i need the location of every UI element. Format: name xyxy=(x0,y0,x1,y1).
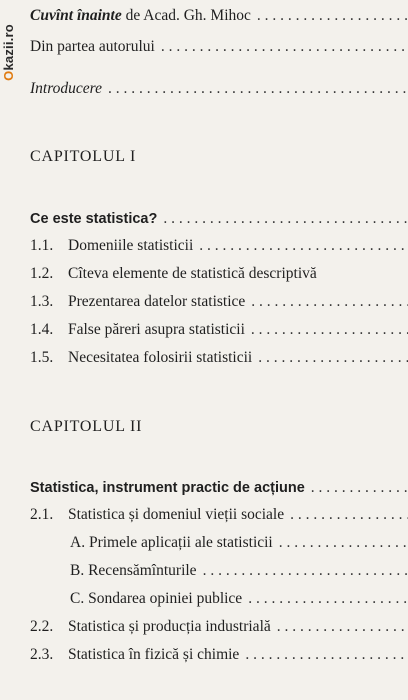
section-number: 2.1. xyxy=(30,506,54,523)
subsection-title: Sondarea opiniei publice xyxy=(88,590,243,607)
subsection-title: Primele aplicații ale statisticii xyxy=(88,534,273,551)
dot-leader xyxy=(161,37,408,57)
chapter-heading-2: CAPITOLUL II xyxy=(30,418,143,435)
toc-entry-2-1-b[interactable] xyxy=(70,561,408,581)
dot-leader xyxy=(279,533,408,553)
toc-entry-label-italic: Cuvînt înainte xyxy=(30,7,122,24)
dot-leader xyxy=(108,79,408,99)
toc-entry-label: Statistica, instrument practic de acțiune xyxy=(30,480,305,496)
dot-leader xyxy=(163,209,408,229)
dot-leader xyxy=(258,348,408,368)
toc-entry-1-5[interactable] xyxy=(30,348,408,368)
section-number: 1.2. xyxy=(30,265,54,282)
section-number: 1.4. xyxy=(30,321,54,338)
dot-leader xyxy=(290,505,408,525)
toc-entry-label: Din partea autorului xyxy=(30,38,155,55)
section-number: 1.5. xyxy=(30,349,54,366)
toc-entry-1-1[interactable] xyxy=(30,236,408,256)
dot-leader xyxy=(248,589,408,609)
dot-leader xyxy=(277,617,408,637)
section-title: Prezentarea datelor statistice xyxy=(68,293,246,310)
toc-entry-foreword[interactable] xyxy=(30,6,408,26)
subsection-title: Recensămînturile xyxy=(88,562,197,579)
toc-entry-1-4[interactable] xyxy=(30,320,408,340)
section-number: 2.2. xyxy=(30,618,54,635)
section-number: 1.1. xyxy=(30,237,54,254)
dot-leader xyxy=(203,561,408,581)
toc-entry-2-1-c[interactable] xyxy=(70,589,408,609)
section-title: Statistica și domeniul vieții sociale xyxy=(68,506,285,523)
chapter-heading-1: CAPITOLUL I xyxy=(30,148,137,165)
toc-entry-2-1-a[interactable] xyxy=(70,533,408,553)
section-title: Cîteva elemente de statistică descriptivă xyxy=(68,265,317,282)
toc-entry-label: Introducere xyxy=(30,80,103,97)
section-title: Statistica în fizică și chimie xyxy=(68,646,240,663)
toc-entry-label: de Acad. Gh. Mihoc xyxy=(121,7,251,24)
subsection-letter: C. xyxy=(70,590,85,607)
dot-leader xyxy=(257,6,408,26)
toc-entry-introduction[interactable] xyxy=(30,79,408,99)
toc-entry-1-3[interactable] xyxy=(30,292,408,312)
section-number: 1.3. xyxy=(30,293,54,310)
toc-entry-chapter1-title[interactable] xyxy=(30,209,408,229)
subsection-letter: A. xyxy=(70,534,86,551)
toc-entry-2-1[interactable] xyxy=(30,505,408,525)
section-title: Necesitatea folosirii statisticii xyxy=(68,349,253,366)
dot-leader xyxy=(251,320,408,340)
section-title: Statistica și producția industrială xyxy=(68,618,271,635)
dot-leader xyxy=(199,236,408,256)
section-title: Domeniile statisticii xyxy=(68,237,194,254)
dot-leader xyxy=(245,645,408,665)
dot-leader xyxy=(251,292,408,312)
toc-entry-2-2[interactable] xyxy=(30,617,408,637)
toc-entry-label: Ce este statistica? xyxy=(30,211,158,227)
section-number: 2.3. xyxy=(30,646,54,663)
section-title: False păreri asupra statisticii xyxy=(68,321,245,338)
watermark-logo: Okazii.ro xyxy=(0,23,16,81)
subsection-letter: B. xyxy=(70,562,85,579)
dot-leader xyxy=(311,478,408,498)
toc-entry-author-note[interactable] xyxy=(30,37,408,57)
toc-entry-1-2[interactable] xyxy=(30,264,408,284)
toc-entry-2-3[interactable] xyxy=(30,645,408,665)
toc-entry-chapter2-title[interactable] xyxy=(30,478,408,498)
